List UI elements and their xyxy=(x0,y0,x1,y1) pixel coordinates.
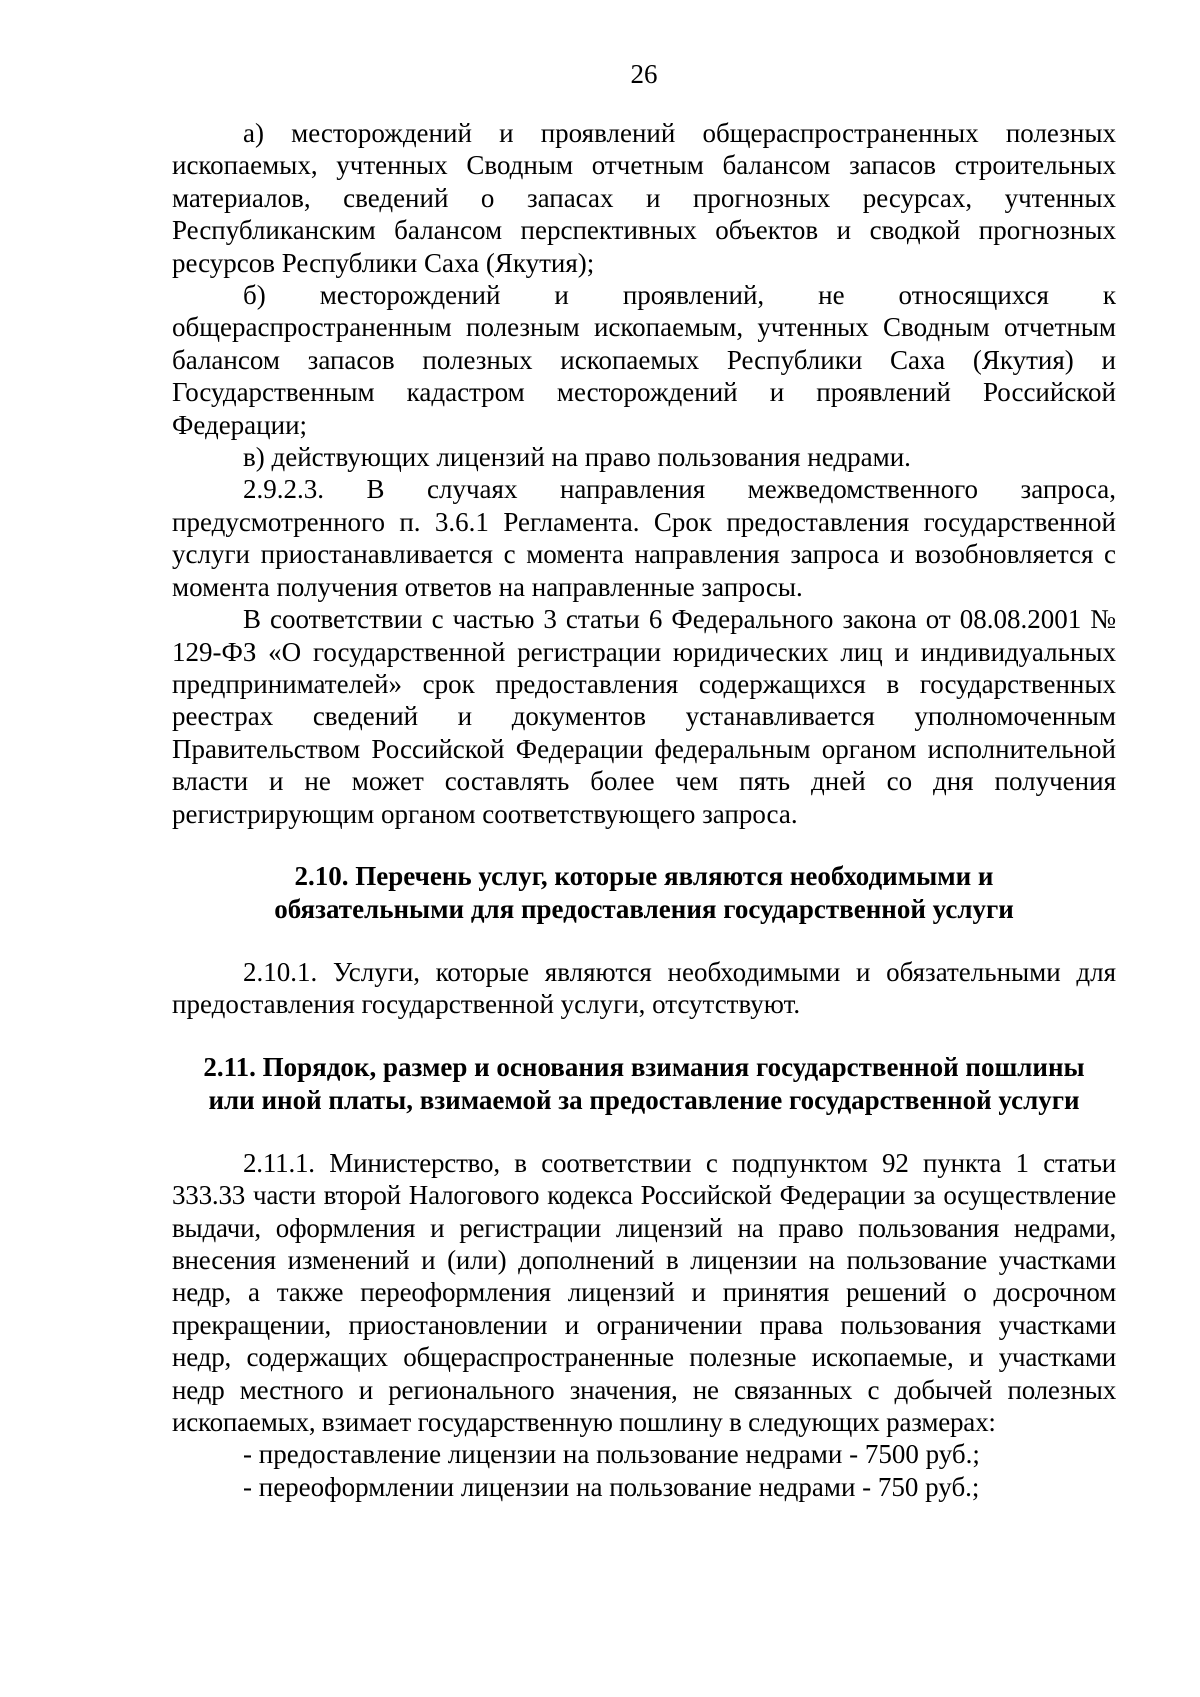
section-2-11-heading xyxy=(172,1051,1116,1117)
paragraph-a: а) месторождений и проявлений общераспространенных полезных ископаемых, учтенных Сводным отчетным балансом запасов строительных материалов, сведений о запасах и прогнозных ресурсах, учтенных Республиканским балансом перспективных объектов и сводкой прогнозных ресурсов Республики Саха (Якутия); xyxy=(172,118,1116,278)
section-2-11-heading-line2: или иной платы, взимаемой за предоставление государственной услуги xyxy=(208,1084,1080,1115)
fee-item-license-grant: - предоставление лицензии на пользование недрами - 7500 руб.; xyxy=(243,1439,980,1470)
paragraph-b: б) месторождений и проявлений, не относящихся к общераспространенным полезным ископаемым, учтенных Сводным отчетным балансом запасов полезных ископаемых Республики Саха (Якутия) и Государственным кадастром месторождений и проявлений Российской Федерации; xyxy=(172,280,1116,440)
section-2-10-heading-line1: 2.10. Перечень услуг, которые являются необходимыми и xyxy=(294,860,994,891)
paragraph-2-10-1: 2.10.1. Услуги, которые являются необходимыми и обязательными для предоставления государственной услуги, отсутствуют. xyxy=(172,956,1116,1020)
paragraph-2-11-1: 2.11.1. Министерство, в соответствии с подпунктом 92 пункта 1 статьи 333.33 части второй Налогового кодекса Российской Федерации за осуществление выдачи, оформления и регистрации лицензий на право пользования недрами, внесения изменений и (или) дополнений в лицензии на пользование участками недр, а также переоформления лицензий и принятия решений о досрочном прекращении, приостановлении и ограничении права пользования участками недр, содержащих общераспространенные полезные ископаемые, и участками недр местного и регионального значения, не связанных с добычей полезных ископаемых, взимает государственную пошлину в следующих размерах: xyxy=(172,1147,1116,1437)
document-body xyxy=(172,117,1116,1503)
paragraph-2-9-2-3: 2.9.2.3. В случаях направления межведомственного запроса, предусмотренного п. 3.6.1 Регламента. Срок предоставления государственной услуги приостанавливается с момента направления запроса и возобновляется с момента получения ответов на направленные запросы. xyxy=(172,474,1116,602)
page-number: 26 xyxy=(630,59,658,89)
paragraph-federal-law: В соответствии с частью 3 статьи 6 Федерального закона от 08.08.2001 № 129-ФЗ «О государственной регистрации юридических лиц и индивидуальных предпринимателей» срок предоставления содержащихся в государственных реестрах сведений и документов устанавливается уполномоченным Правительством Российской Федерации федеральным органом исполнительной власти и не может составлять более чем пять дней со дня получения регистрирующим органом соответствующего запроса. xyxy=(172,604,1116,829)
section-2-10-heading xyxy=(172,860,1116,926)
paragraph-c: в) действующих лицензий на право пользования недрами. xyxy=(243,442,911,473)
fee-item-license-reissue: - переоформлении лицензии на пользование недрами - 750 руб.; xyxy=(243,1471,980,1502)
section-2-11-heading-line1: 2.11. Порядок, размер и основания взимания государственной пошлины xyxy=(203,1051,1085,1082)
section-2-10-heading-line2: обязательными для предоставления государственной услуги xyxy=(274,893,1014,924)
